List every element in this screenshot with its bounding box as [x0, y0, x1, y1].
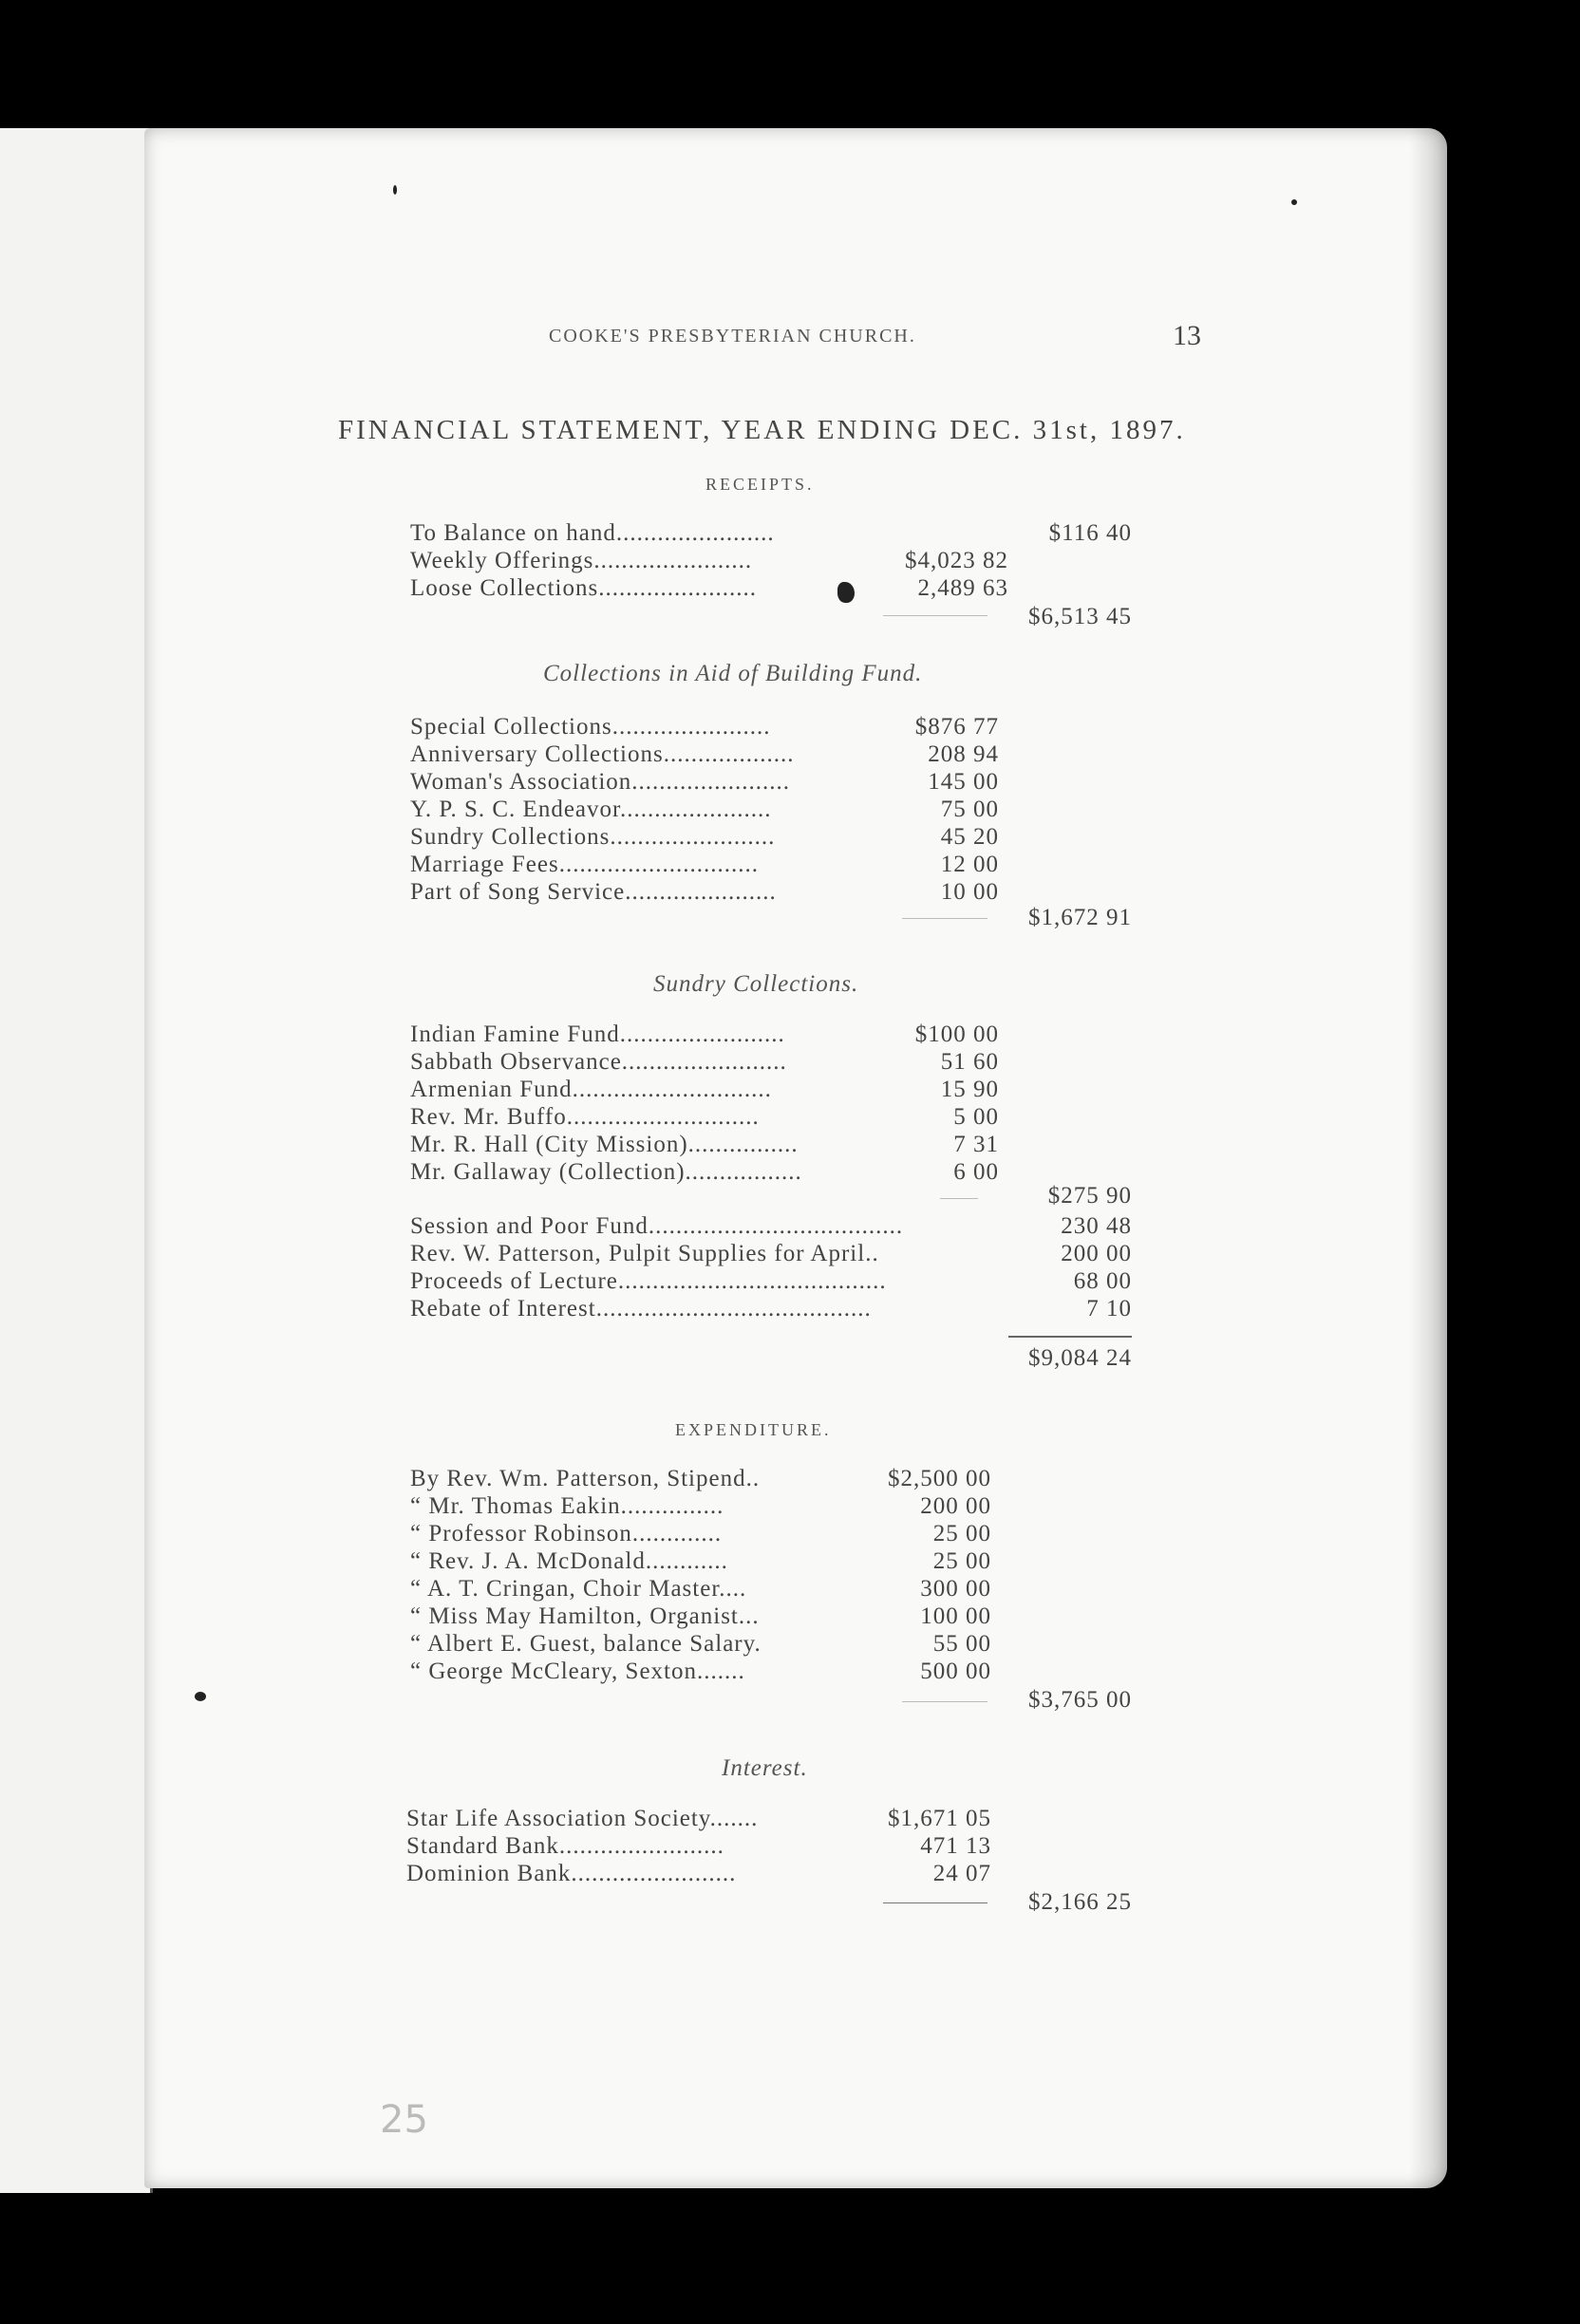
misc-receipt-total: 68 00 — [1073, 1268, 1132, 1294]
grand-total-rule — [1008, 1336, 1132, 1338]
pencil-annotation: 25 — [380, 2098, 428, 2142]
expenditure-amount: 500 00 — [920, 1659, 991, 1684]
expenditure-row — [410, 1630, 991, 1659]
receipt-amount: $4,023 82 — [905, 548, 1008, 573]
building-fund-row — [410, 740, 999, 769]
collection-label: Sundry Collections........................ — [410, 824, 776, 850]
sundry-label: Indian Famine Fund........................ — [410, 1021, 785, 1047]
interest-row — [406, 1805, 991, 1833]
subtotal-rule — [883, 615, 988, 616]
sundry-row — [410, 1048, 999, 1077]
expenditure-amount: 100 00 — [920, 1603, 991, 1629]
receipts-heading: RECEIPTS. — [705, 475, 815, 494]
dust-speck — [393, 185, 397, 195]
receipt-label: To Balance on hand....................... — [410, 520, 775, 546]
interest-amount: 471 13 — [920, 1833, 991, 1859]
sundry-row — [410, 1158, 999, 1187]
interest-label: Standard Bank........................ — [406, 1833, 724, 1859]
collection-label: Marriage Fees............................. — [410, 852, 759, 877]
misc-receipt-label: Rev. W. Patterson, Pulpit Supplies for April.. — [410, 1241, 879, 1266]
misc-receipt-label: Rebate of Interest........................................ — [410, 1296, 872, 1321]
sundry-label: Mr. Gallaway (Collection)................. — [410, 1159, 802, 1185]
interest-heading: Interest. — [722, 1755, 808, 1781]
collection-label: Anniversary Collections................... — [410, 741, 795, 767]
expenditure-amount: 300 00 — [920, 1576, 991, 1602]
collection-amount: 45 20 — [940, 824, 999, 850]
collection-label: Y. P. S. C. Endeavor...................... — [410, 797, 772, 822]
receipt-total: $116 40 — [1048, 520, 1132, 546]
expenditure-heading: EXPENDITURE. — [675, 1420, 832, 1439]
expenditure-amount: $2,500 00 — [888, 1466, 991, 1491]
adjacent-page-edge — [0, 128, 153, 2193]
expenditure-label: “ Rev. J. A. McDonald............ — [410, 1548, 728, 1574]
expenditure-amount: 200 00 — [920, 1493, 991, 1519]
expenditure-amount: 25 00 — [932, 1548, 991, 1574]
collection-label: Special Collections....................... — [410, 714, 771, 740]
interest-label: Star Life Association Society....... — [406, 1806, 759, 1831]
sundry-amount: 6 00 — [953, 1159, 999, 1185]
misc-receipt-row — [410, 1240, 1132, 1268]
expenditure-amount: 25 00 — [932, 1521, 991, 1546]
sundry-row — [410, 1021, 999, 1049]
page-shadow — [1409, 128, 1447, 2188]
collection-amount: 145 00 — [928, 769, 999, 795]
collection-amount: 12 00 — [940, 852, 999, 877]
sundry-amount: 51 60 — [940, 1049, 999, 1075]
subtotal-rule — [902, 1701, 988, 1702]
building-fund-row — [410, 851, 999, 879]
page-number: 13 — [1173, 320, 1201, 351]
expenditure-row — [410, 1658, 991, 1686]
sundry-amount: $100 00 — [914, 1021, 999, 1047]
sundry-heading: Sundry Collections. — [653, 971, 859, 997]
receipt-label: Weekly Offerings....................... — [410, 548, 753, 573]
collection-amount: $876 77 — [914, 714, 999, 740]
sundry-total: $275 90 — [1047, 1183, 1132, 1209]
expenditure-label: “ Albert E. Guest, balance Salary. — [410, 1631, 762, 1657]
sundry-amount: 7 31 — [953, 1132, 999, 1157]
expenditure-label: “ Miss May Hamilton, Organist... — [410, 1603, 760, 1629]
misc-receipt-label: Proceeds of Lecture....................................... — [410, 1268, 887, 1294]
subtotal-rule — [883, 1902, 988, 1903]
misc-receipt-total: 200 00 — [1061, 1241, 1132, 1266]
statement-title: FINANCIAL STATEMENT, YEAR ENDING DEC. 31st, 1897. — [338, 415, 1186, 445]
receipts-grand-total: $9,084 24 — [1028, 1345, 1132, 1371]
expenditure-amount: 55 00 — [932, 1631, 991, 1657]
running-header: COOKE'S PRESBYTERIAN CHURCH. — [549, 326, 916, 347]
receipts-total: $6,513 45 — [1028, 604, 1132, 629]
interest-row — [406, 1860, 991, 1888]
expenditure-row — [410, 1492, 991, 1521]
misc-receipt-label: Session and Poor Fund..................................... — [410, 1213, 904, 1239]
interest-label: Dominion Bank........................ — [406, 1861, 737, 1886]
collection-label: Part of Song Service...................... — [410, 879, 777, 905]
sundry-amount: 15 90 — [940, 1077, 999, 1102]
sundry-row — [410, 1103, 999, 1132]
collection-amount: 208 94 — [928, 741, 999, 767]
interest-amount: $1,671 05 — [888, 1806, 991, 1831]
receipt-row — [410, 547, 1008, 575]
misc-receipt-row — [410, 1295, 1132, 1323]
interest-total: $2,166 25 — [1028, 1889, 1132, 1915]
expenditure-label: “ George McCleary, Sexton....... — [410, 1659, 745, 1684]
building-fund-row — [410, 713, 999, 741]
expenditure-total: $3,765 00 — [1028, 1687, 1132, 1713]
receipt-label: Loose Collections....................... — [410, 575, 757, 601]
interest-amount: 24 07 — [932, 1861, 991, 1886]
receipt-row — [410, 574, 1008, 603]
sundry-amount: 5 00 — [953, 1104, 999, 1130]
expenditure-row — [410, 1602, 991, 1631]
sundry-label: Armenian Fund............................. — [410, 1077, 772, 1102]
dust-speck — [1291, 199, 1297, 205]
dust-speck — [195, 1692, 206, 1701]
sundry-label: Sabbath Observance........................ — [410, 1049, 787, 1075]
sundry-label: Rev. Mr. Buffo............................ — [410, 1104, 760, 1130]
collection-amount: 75 00 — [940, 797, 999, 822]
building-fund-total: $1,672 91 — [1028, 905, 1132, 930]
receipt-amount: 2,489 63 — [917, 575, 1008, 601]
expenditure-row — [410, 1547, 991, 1576]
expenditure-label: “ Professor Robinson............. — [410, 1521, 723, 1546]
ink-blot — [837, 582, 855, 603]
subtotal-rule — [902, 918, 988, 919]
building-fund-row — [410, 878, 999, 907]
expenditure-label: By Rev. Wm. Patterson, Stipend.. — [410, 1466, 761, 1491]
collection-amount: 10 00 — [940, 879, 999, 905]
sundry-row — [410, 1076, 999, 1104]
receipt-row — [410, 519, 1132, 548]
expenditure-row — [410, 1465, 991, 1493]
sundry-row — [410, 1131, 999, 1159]
misc-receipt-row — [410, 1212, 1132, 1241]
subtotal-rule — [940, 1198, 978, 1199]
interest-row — [406, 1832, 991, 1861]
expenditure-row — [410, 1520, 991, 1548]
misc-receipt-row — [410, 1267, 1132, 1296]
misc-receipt-total: 230 48 — [1061, 1213, 1132, 1239]
building-fund-heading: Collections in Aid of Building Fund. — [543, 661, 923, 686]
building-fund-row — [410, 796, 999, 824]
collection-label: Woman's Association....................... — [410, 769, 791, 795]
expenditure-label: “ A. T. Cringan, Choir Master.... — [410, 1576, 747, 1602]
misc-receipt-total: 7 10 — [1086, 1296, 1132, 1321]
building-fund-row — [410, 823, 999, 852]
building-fund-row — [410, 768, 999, 797]
sundry-label: Mr. R. Hall (City Mission)................ — [410, 1132, 799, 1157]
expenditure-row — [410, 1575, 991, 1603]
expenditure-label: “ Mr. Thomas Eakin............... — [410, 1493, 724, 1519]
